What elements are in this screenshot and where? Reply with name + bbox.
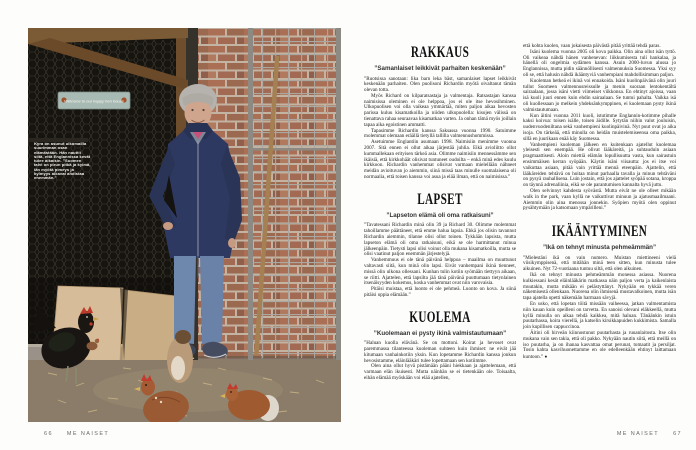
section-kuolema <box>364 309 516 382</box>
grille-post-left <box>248 28 253 362</box>
article-column-2 <box>523 44 676 361</box>
metal-grille <box>252 28 341 358</box>
paragraph: ”Haluan kuolla elävänä. Se on mottoni. Koirat ja hevoset ovat paremmassa tilanteessa kuoleman suhteen kuin ihmiset: ne eivät jää kitumaan vanhainkotiin yksin. Kun lopetamme Richardin kanssa jonkun hevosistamme, eläinlääkäri tulee lopettamaan sen kotiimme. <box>364 340 516 364</box>
section-ikaantyminen <box>523 223 676 361</box>
photo-illustration <box>28 28 341 422</box>
section-heading: LAPSET <box>417 190 463 208</box>
page-footer-right <box>617 431 682 437</box>
right-hand <box>228 238 236 248</box>
grille-crossbar <box>252 148 341 151</box>
paragraph: En usko, että lopetan töitä missään vaiheessa, jatkan valmentamista niin kauan kuin opeilleni on tarvetta. En sanoisi olevani eläkkeellä, mutta kyllä minulla on aikaa tehdä kaikkea, mitä haluan. Tänäänkin istuin puutarhassa, koira vierellä, ja katselin kirsikkapuiden kukkimista. Samalla join kupillisen cappuccinoa. <box>523 300 676 331</box>
sign-text: Welcome to our happy hen house <box>64 98 124 104</box>
paragraph: Asetuimme Englantiin asumaan 1998. Naimisiin menimme vuonna 2007. Sitä ennen ei ollut aikaa järjestää juhlia. Eikä avioliitto ollut kummallekaan erityisen tärkeä asia. Olimme naimisiin mennessämme sen ikäisiä, että kirkkohäät olisivat tuntuneet oudoilta – enkä minä edes kuulu kirkkoon. Richardin vanhemmat olisivat varmaan mielellään nähneet meidän avioituvan jo aiemmin, siinä missä taas minulle suomalaisena oli normaalia, että toisen kanssa voi asua ja elää ilman, että on naimisissa.” <box>364 139 516 181</box>
paragraph: Kuoleman hetkeä ei ikinä voi ennakoida. Isäni kuolinpäivänä olin juuri tullut Suomeen valmennusreissulle ja menin suoraan lentokentältä sairaalaan, jossa isäni vietti viimeiset viikkonsa. En ehtinyt ajoissa, vaan isä kuoli juuri ennen kuin ehdin sairaalaan. Se tuntui pahalta. Vaikka isä oli kuollessaan jo melkein yhdeksänkymppinen, ei kuolemaan pysty ikinä valmistautumaan. <box>523 77 676 113</box>
article-end-mark: ● <box>544 354 548 360</box>
magazine-name: ME NAISET <box>66 431 110 437</box>
section-subtitle: ”Ikä on tehnyt minusta pehmeämmän” <box>542 244 657 252</box>
section-lapset <box>364 191 516 299</box>
paragraph: ”Ruotsissa sanotaan: lika barn leka bäst, samanlaiset lapset leikkivät keskenään parhaiten. Olen puolisoni Richardin myötä oivaltanut tämän olevan totta. <box>364 75 516 94</box>
page-footer-left <box>44 431 109 437</box>
paragraph: Vanhempieni kuoleman jälkeen en kuitenkaan ajatellut kuolemaa yleisesti sen enempää. He olivat lääkäreitä, ja suhtauduin asiaan pragmaattisesti. Aloin miettiä elämän lopullisuutta vasta, kun sairastuin ensimmäisen kerran syöpään. Käytin isäni viisautta: jos ei itse voi vaikuttaa asiaan, pitää vain yrittää mennä eteenpäin. Ajattelin, että lääkäreiden tehtävä on hoitaa minut parhaalla tavalla ja minun tehtäväni on pysyä rauhallisena. Luin jostain, että jos ajattelet syöpää sotana, kroppa on täynnä adrenaliinia, eikä se ole parantumisen kannalta hyvä juttu. <box>523 141 676 189</box>
page-number-left: 66 <box>44 431 53 437</box>
photo-caption: Kyra on asunut ulkomailla suurimman osan elämästään. Hän nauttii siitä, että Englannissa kevät tulee aikaisin. ”Suomen talvi on pirun pitkä ja kylmä, iän myötä pimeys ja kylmyys alkavat ahdistaa enemmän.” <box>34 141 91 181</box>
paragraph: Isäni kuolema vuonna 2005 oli kova paikka. Olin aina ollut isän tyttö. Oli vaikeaa nähdä hänen vanhenevan: liikkumisesta tuli hankalaa, ja hänellä oli ongelmia sydämen kanssa. Asuin 2000-luvun alussa jo Englannissa, mutta pidin säännöllisesti valmennuksia Suomessa. Yksi syy oli se, että halusin nähdä ikääntyviä vanhempiani mahdollisimman paljon. <box>523 48 676 78</box>
paragraph-text: Äitini oli hirveän kiinnostunut puutarhasta ja ruuanlaitosta. Itse olin mukana vain sen takia, että oli pakko. Nykyään nautin siitä, että meillä on iso puutarha, ja on ihanaa kasvattaa omat perunat, tomaatit ja persiljat. Tosin kahta kasvihuonettamme en ole edelleenkään ehtinyt laittamaan kuntoon.” <box>523 329 676 361</box>
paragraph: ”Mielestäni ikä on vain numero. Muistan miettineeni vielä viisikymppisenä, että mitähän minä teen sitten, kun minusta tulee aikuinen. Nyt 72-vuotiaana tuntuu siltä, että olen aikuinen. <box>523 254 676 273</box>
paragraph <box>523 331 676 361</box>
section-kuolema-continued <box>523 44 676 212</box>
jeans-right-leg <box>200 256 224 344</box>
paragraph: Vanhemmuus ei ole tänä päivänä helppoa – maailma on muuttunut valtavasti siitä, kun minä olin lapsi. Eivät vanhempani ikinä tienneet, missä olin ulkona ollessani. Kunhan tulin kotiin syömään tiettyyn aikaan, se riitti. Ajattelen, että lapsilta jää tänä päivänä puuttumaan tietynlainen itsenäisyyden kokemus, koska vanhemmat ovat niin varovaisia. <box>364 257 516 287</box>
page-number-right: 67 <box>673 431 682 437</box>
article-column-1 <box>364 44 516 382</box>
paragraph: Tapasimme Richardin kanssa Saksassa vuonna 1990. Satuimme molemmat olemaan eräällä tietyllä tallilla valmennushommissa. <box>364 127 516 140</box>
hand-on-hip <box>163 222 173 230</box>
section-heading: RAKKAUS <box>410 44 470 61</box>
hen-head <box>141 379 155 396</box>
paragraph: ”Tavatessani Richardin minä olin 39 ja Richard 30. Olimme molemmat tahoillamme päättäneet, että emme halua lapsia. Ehkä jos olisin tavannut Richardin aiemmin, tilanne olisi ollut toinen. Tykkään lapsista, mutta lapseton elämä oli oma ratkaisuni, eikä se ole harmittanut minua jälkeenpäin. Tietysti lapsi olisi voinut olla mukana kisamatkoilla, mutta se olisi vaatinut paljon enemmän järjestelyjä. <box>364 222 516 258</box>
magazine-name: ME NAISET <box>616 431 660 437</box>
dog-head <box>175 330 191 344</box>
grille-post-right <box>336 28 341 362</box>
paragraph: Olen aina ollut hyvä pistämään pääni hiekkaan ja ajattelemaan, että varmaan elän ikuisesti. Mutta näinhän se ei tietenkään ole. Toisaalta, eihän elämää myöskään voi elää ajatellen, <box>364 363 516 381</box>
portrait-photo <box>28 28 341 422</box>
paragraph: Kun äitini vuonna 2011 kuoli, istutimme Englannin-kotimme pihalle kaksi koivua: toisen isälle, toisen äidille. Sytytän niihin valot jouluisin, uudenvuodeniltana sekä vanhempieni kuolinpäivinä. Nyt puut ovat jo aika isoja. On tärkeää, että minulla on heidän muistelemiseensa oma paikka, sillä en juurikaan enää käy Suomessa. <box>523 112 676 142</box>
paragraph: Myös Richard on kilparatsastaja ja valmentaja. Ratsastajan kanssa naimisissa oleminen ei ole helppoa, jos ei ole itse hevosihminen. Ulkopuolisen voi olla vaikeaa ymmärtää, miten paljon aikaa hevosten parissa kuluu kisamatkoilla ja niiden ulkopuolella: kisojen välissä on tienattava rahaa seuraavaa kisamatkaa varten. Ja onhan tämä myös joillain tapaa aika egoistinen ammatti. <box>364 92 516 128</box>
section-subtitle: ”Kuolemaan ei pysty ikinä valmistautumaan” <box>373 329 507 337</box>
section-rakkaus <box>364 44 516 181</box>
paragraph: että kohta kuolen, vaan jokaisesta päivästä pitää yrittää tehdä paras. <box>523 43 661 49</box>
section-heading: KUOLEMA <box>409 308 471 326</box>
section-heading: IKÄÄNTYMINEN <box>551 223 648 241</box>
section-subtitle: ”Lapseton elämä oli oma ratkaisuni” <box>386 211 494 219</box>
section-subtitle: ”Samanlaiset leikkivät parhaiten keskenään” <box>374 65 506 72</box>
paragraph: Olen selvinnyt kahdesta syövästä. Mutta eivät ne ole olleet mikään walk in the park, vaan kyllä ne vaikuttivat minuun ja ajatusmaailmaani. Aiemmin olin aina menossa jonnekin. Syöpien myötä olen oppinut pysähtymään ja katsomaan ympärilleni.” <box>523 187 676 212</box>
paragraph: Pitäisi muistaa, että luonto ei ole pehmeä. Luonto on kova. Ja siinä pitäisi oppia elämään.” <box>364 286 516 298</box>
sign-plaque <box>58 92 130 109</box>
paragraph: Ikä on tehnyt minusta pehmeämmän monessa asiassa. Nuorena kulkiessani kesät eläinlääkärin matkassa näin paljon verta ja kaikenlaista muutakin, mutta mikään ei pelästyttänyt. Nykyään en tykkää veren näkemisestä ollenkaan. Nuorena olin ihmisenä mustavalkoinen, mutta isän tapa ajatella opetti näkemään harmaan sävyjä. <box>523 272 676 302</box>
